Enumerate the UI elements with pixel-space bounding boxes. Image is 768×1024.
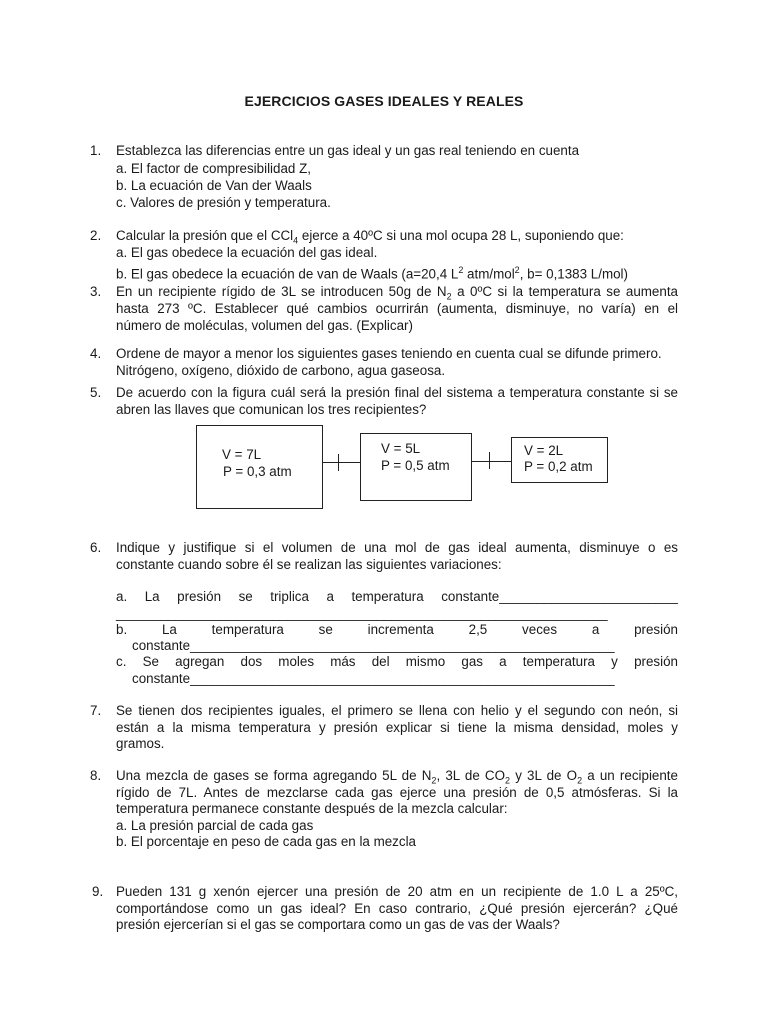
question-5-line-1: De acuerdo con la figura cuál será la presión final del sistema a temperatura constante si se <box>116 385 678 400</box>
question-2-text: Calcular la presión que el CCl$_4$ ejerce a 40ºC si una mol ocupa 28 L, suponiendo que: <box>116 228 624 246</box>
container-3-pressure: P = 0,2 atm <box>524 459 593 474</box>
question-6-option-c: c. Se agregan dos moles más del mismo gas a temperatura y presión <box>116 654 678 669</box>
question-7-line-1: Se tienen dos recipientes iguales, el primero se llena con helio y el segundo con neón, si <box>116 703 678 718</box>
question-9-line-1: Pueden 131 g xenón ejercer una presión de 20 atm en un recipiente de 1.0 L a 25ºC, <box>116 884 678 899</box>
question-1-option-b: b. La ecuación de Van der Waals <box>116 178 312 193</box>
question-9-line-2: comportándose como un gas ideal? En caso contrario, ¿Qué presión ejercerán? ¿Qué <box>116 901 678 916</box>
question-6-line-2: constante cuando sobre él se realizan las siguientes variaciones: <box>116 557 502 572</box>
container-2-volume: V = 5L <box>381 441 421 456</box>
question-1-option-a: a. El factor de compresibilidad Z, <box>116 161 311 176</box>
question-2-option-b: b. El gas obedece la ecuación de van de Waals (a=20,4 $L^2$ atm/mol$^2$, b= 0,1383 L/mol) <box>116 265 628 282</box>
question-4-line-1: Ordene de mayor a menor los siguientes gases teniendo en cuenta cual se difunde primero. <box>116 346 662 361</box>
question-5-number: 5. <box>90 385 102 400</box>
question-1-number: 1. <box>90 143 102 158</box>
question-6-number: 6. <box>90 540 102 555</box>
container-1-pressure: P = 0,3 atm <box>223 464 292 479</box>
question-8-line-3: temperatura permanece constante después de la mezcla calcular: <box>116 801 508 816</box>
container-1 <box>196 425 323 509</box>
container-3 <box>511 437 608 483</box>
question-6-line-1: Indique y justifique si el volumen de una mol de gas ideal aumenta, disminuye o es <box>116 540 678 555</box>
question-6-option-a: a. La presión se triplica a temperatura constante________________________ <box>116 589 678 604</box>
question-7-line-3: gramos. <box>116 736 165 751</box>
pipe-1 <box>322 462 360 463</box>
question-3-line-2: hasta 273 ºC. Establecer qué cambios ocurrirán (aumenta, disminuye, no varía) en el <box>116 301 678 316</box>
question-4-number: 4. <box>90 346 102 361</box>
question-3-line-1: En un recipiente rígido de 3L se introducen 50g de $N_2$ a 0ºC si la temperatura se aumenta <box>116 284 678 302</box>
valve-1[interactable] <box>338 454 339 471</box>
pipe-2 <box>471 461 511 462</box>
question-3-number: 3. <box>90 284 102 299</box>
question-8-number: 8. <box>90 768 102 783</box>
question-1-text: Establezca las diferencias entre un gas ideal y un gas real teniendo en cuenta <box>116 143 580 158</box>
container-2-pressure: P = 0,5 atm <box>381 458 450 473</box>
container-1-volume: V = 7L <box>222 447 262 462</box>
question-9-number: 9. <box>92 884 104 899</box>
container-2 <box>360 433 472 501</box>
question-1-option-c: c. Valores de presión y temperatura. <box>116 195 331 210</box>
container-3-volume: V = 2L <box>524 443 564 458</box>
question-8-line-1: Una mezcla de gases se forma agregando 5L de $N_2$, 3L de $CO_2$ y 3L de $O_2$ a un recipiente <box>116 768 678 786</box>
question-7-line-2: están a la misma temperatura y presión explicar si tiene la misma densidad, moles y <box>116 720 678 735</box>
page-title: EJERCICIOS GASES IDEALES Y REALES <box>244 93 524 109</box>
question-8-option-b: b. El porcentaje en peso de cada gas en la mezcla <box>116 834 416 849</box>
question-2-number: 2. <box>90 228 102 243</box>
question-6-option-b-answer-line: constante_________________________________________________________ <box>132 638 615 653</box>
question-5-line-2: abren las llaves que comunican los tres recipientes? <box>116 402 427 417</box>
question-6-option-c-answer-line: constante_________________________________________________________ <box>132 671 615 686</box>
question-2-option-a: a. El gas obedece la ecuación del gas ideal. <box>116 245 378 260</box>
question-8-option-a: a. La presión parcial de cada gas <box>116 818 314 833</box>
question-9-line-3: presión ejercerían si el gas se comportara como un gas de vas der Waals? <box>116 917 560 932</box>
question-8-line-2: rígido de 7L. Antes de mezclarse cada gas ejerce una presión de 0,5 atmósferas. Si la <box>116 785 678 800</box>
question-6-option-a-answer-line: __________________________________________________________________ <box>116 606 608 621</box>
question-7-number: 7. <box>90 703 102 718</box>
question-3-line-3: número de moléculas, volumen del gas. (Explicar) <box>116 318 413 333</box>
question-4-line-2: Nitrógeno, oxígeno, dióxido de carbono, agua gaseosa. <box>116 363 446 378</box>
question-6-option-b: b. La temperatura se incrementa 2,5 veces a presión <box>116 622 678 637</box>
valve-2[interactable] <box>489 452 490 469</box>
